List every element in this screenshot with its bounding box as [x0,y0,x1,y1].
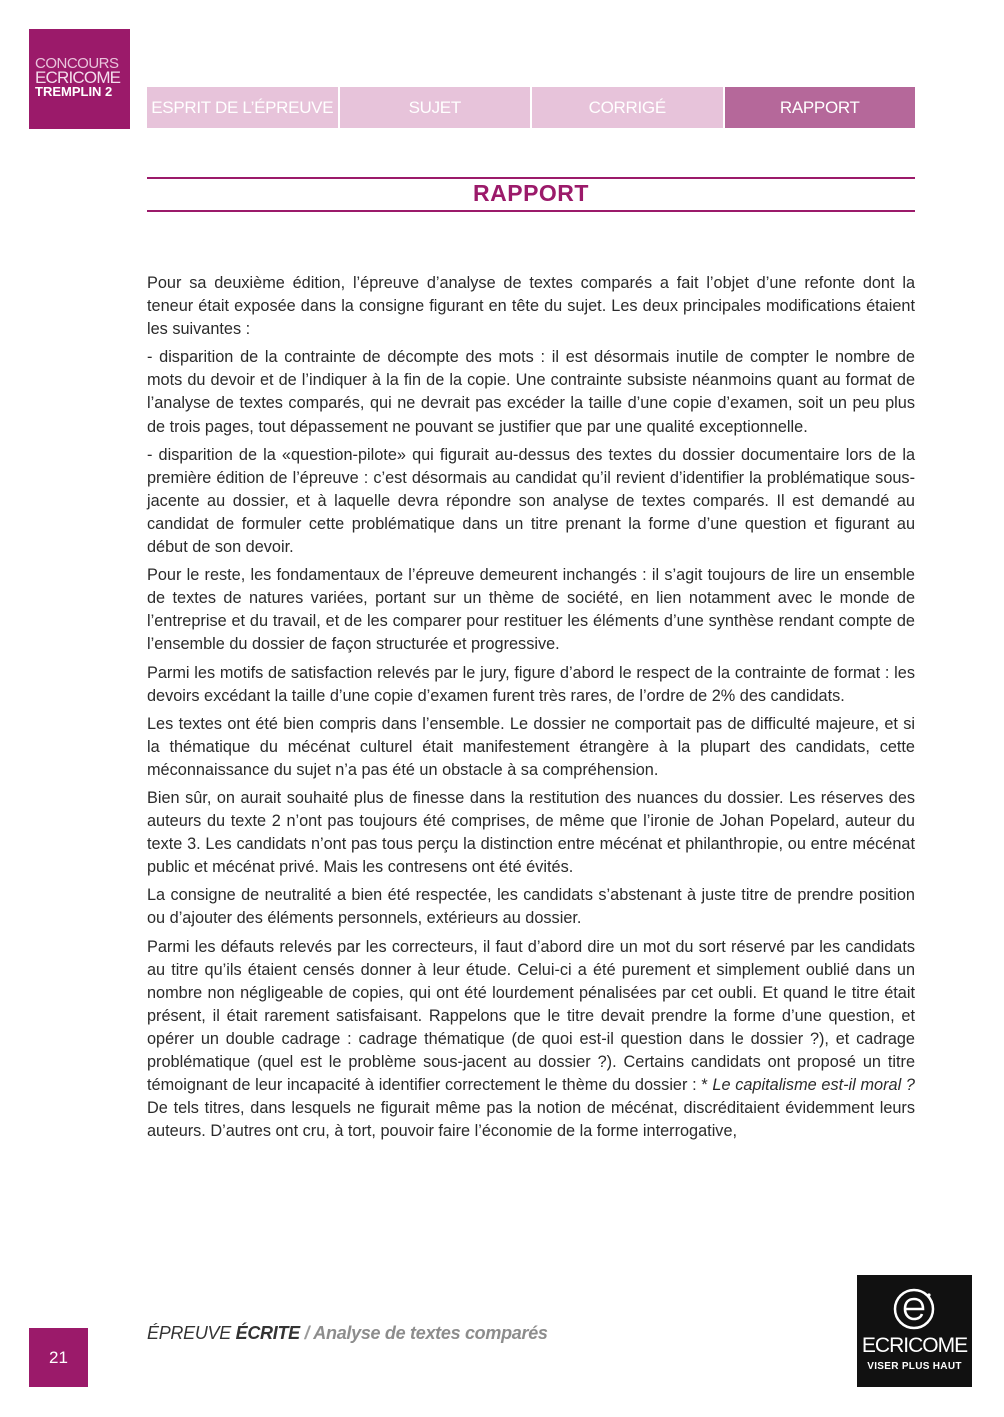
ecricome-name: ECRICOME [861,1334,968,1357]
footer-strong: ÉCRITE [235,1323,300,1343]
paragraph: La consigne de neutralité a bien été respectée, les candidats s’abstenant à juste titre de prendre position ou d’ajouter des éléments personnels, extérieurs au dossier. [147,886,915,928]
logo-line-tremplin: TREMPLIN 2 [35,84,113,99]
paragraph: Parmi les motifs de satisfaction relevés par le jury, figure d’abord le respect de la contrainte de format : les devoirs excédant la taille d’une copie d’examen furent très rares, de l’ordre de 2% des candidats. [147,663,915,705]
example-title-italic: Le capitalisme est-il moral ? [712,1076,915,1095]
paragraph-last-text: Parmi les défauts relevés par les correcteurs, il faut d’abord dire un mot du sort réservé par les candidats au titre qu’ils étaient censés donner à leur étude. Celui-ci a été purement et simplement oublié dans un nombre non négligeable de copies, qui ont été lourdement pénalisées par cet oubli. Et quand le titre était présent, il était rarement satisfaisant. Rappelons que le titre devait prendre la forme d’une question, et opérer un double cadrage : cadrage thématique (de quoi est-il question dans le dossier ?), et cadrage problématique (quel est le problème sous-jacent au dossier ?). Certains candidats ont proposé un titre témoignant de leur incapacité à identifier correctement le thème du dossier : * [147,937,915,1095]
footer-prefix: ÉPREUVE [147,1323,236,1343]
paragraph: - disparition de la contrainte de décompte des mots : il est désormais inutile de compter le nombre de mots du devoir et de l’indiquer à la fin de la copie. Une contrainte subsiste néanmoins quant au format de l’analyse de textes comparés, qui ne devrait pas excéder la taille d’une copie d’examen, soit un peu plus de trois pages, tout dépassement ne pouvant se justifier que par une qualité exceptionnelle. [147,348,915,436]
e-circle-icon [892,1287,936,1331]
paragraph: Pour le reste, les fondamentaux de l’épreuve demeurent inchangés : il s’agit toujours de lire un ensemble de textes de natures variées, portant sur un thème de société, en lien notamment avec le monde de l’entreprise et du travail, et de les comparer pour restituer les éléments d’une synthèse rendant compte de l’ensemble du dossier de façon structurée et progressive. [147,566,915,654]
tab-sujet[interactable]: SUJET [340,87,531,128]
paragraph-last [147,936,915,1144]
footer-caption [147,1323,548,1344]
heading-top-rule [147,177,915,179]
paragraph: Les textes ont été bien compris dans l’ensemble. Le dossier ne comportait pas de difficulté majeure, et si la thématique du mécénat culturel était manifestement étrangère à la plupart des candidats, cette méconnaissance du sujet n’a pas été un obstacle à sa compréhension. [147,714,915,779]
heading-bottom-rule [147,210,915,212]
paragraph: - disparition de la «question-pilote» qui figurait au-dessus des textes du dossier documentaire lors de la première édition de l’épreuve : c’est désormais au candidat qu’il revient d’identifier la problématique sous-jacente au dossier, et à laquelle devra répondre son analyse de textes comparés. Il est demandé au candidat de formuler cette problématique dans un titre prenant la forme d’une question et figurant au début de son devoir. [147,445,915,557]
ecricome-tagline: VISER PLUS HAUT [867,1361,962,1372]
page-number: 21 [29,1328,88,1387]
paragraph-last-continuation: De tels titres, dans lesquels ne figurait même pas la notion de mécénat, discréditaient évidemment leurs auteurs. D’autres ont cru, à tort, pouvoir faire l’économie de la forme interrogative, [147,1099,915,1141]
tab-corrige[interactable]: CORRIGÉ [532,87,723,128]
ecricome-logo [857,1275,972,1387]
paragraph: Pour sa deuxième édition, l’épreuve d’analyse de textes comparés a fait l’objet d’une refonte dont la teneur était exposée dans la consigne figurant en tête du sujet. Les deux principales modifications étaient les suivantes : [147,274,915,339]
logo-line-concours: CONCOURS [35,55,119,72]
tab-rapport[interactable]: RAPPORT [725,87,916,128]
tab-esprit[interactable]: ESPRIT DE L’ÉPREUVE [147,87,338,128]
paragraph: Bien sûr, on aurait souhaité plus de finesse dans la restitution des nuances du dossier. Les réserves des auteurs du texte 2 n’ont pas toujours été comprises, de même que l’ironie de Johan Popelard, auteur du texte 3. Les candidats n’ont pas tous perçu la distinction entre mécénat et philanthropie, ou entre mécénat public et mécénat privé. Mais les contresens ont été évités. [147,788,915,877]
footer-subject: Analyse de textes comparés [313,1323,548,1343]
concours-logo [29,29,130,129]
section-tabs [147,87,915,128]
logo-line-ecricome: ECRICOME [35,68,121,87]
report-body [147,272,915,1148]
footer-separator: / [299,1323,314,1343]
page-title: RAPPORT [473,180,589,206]
